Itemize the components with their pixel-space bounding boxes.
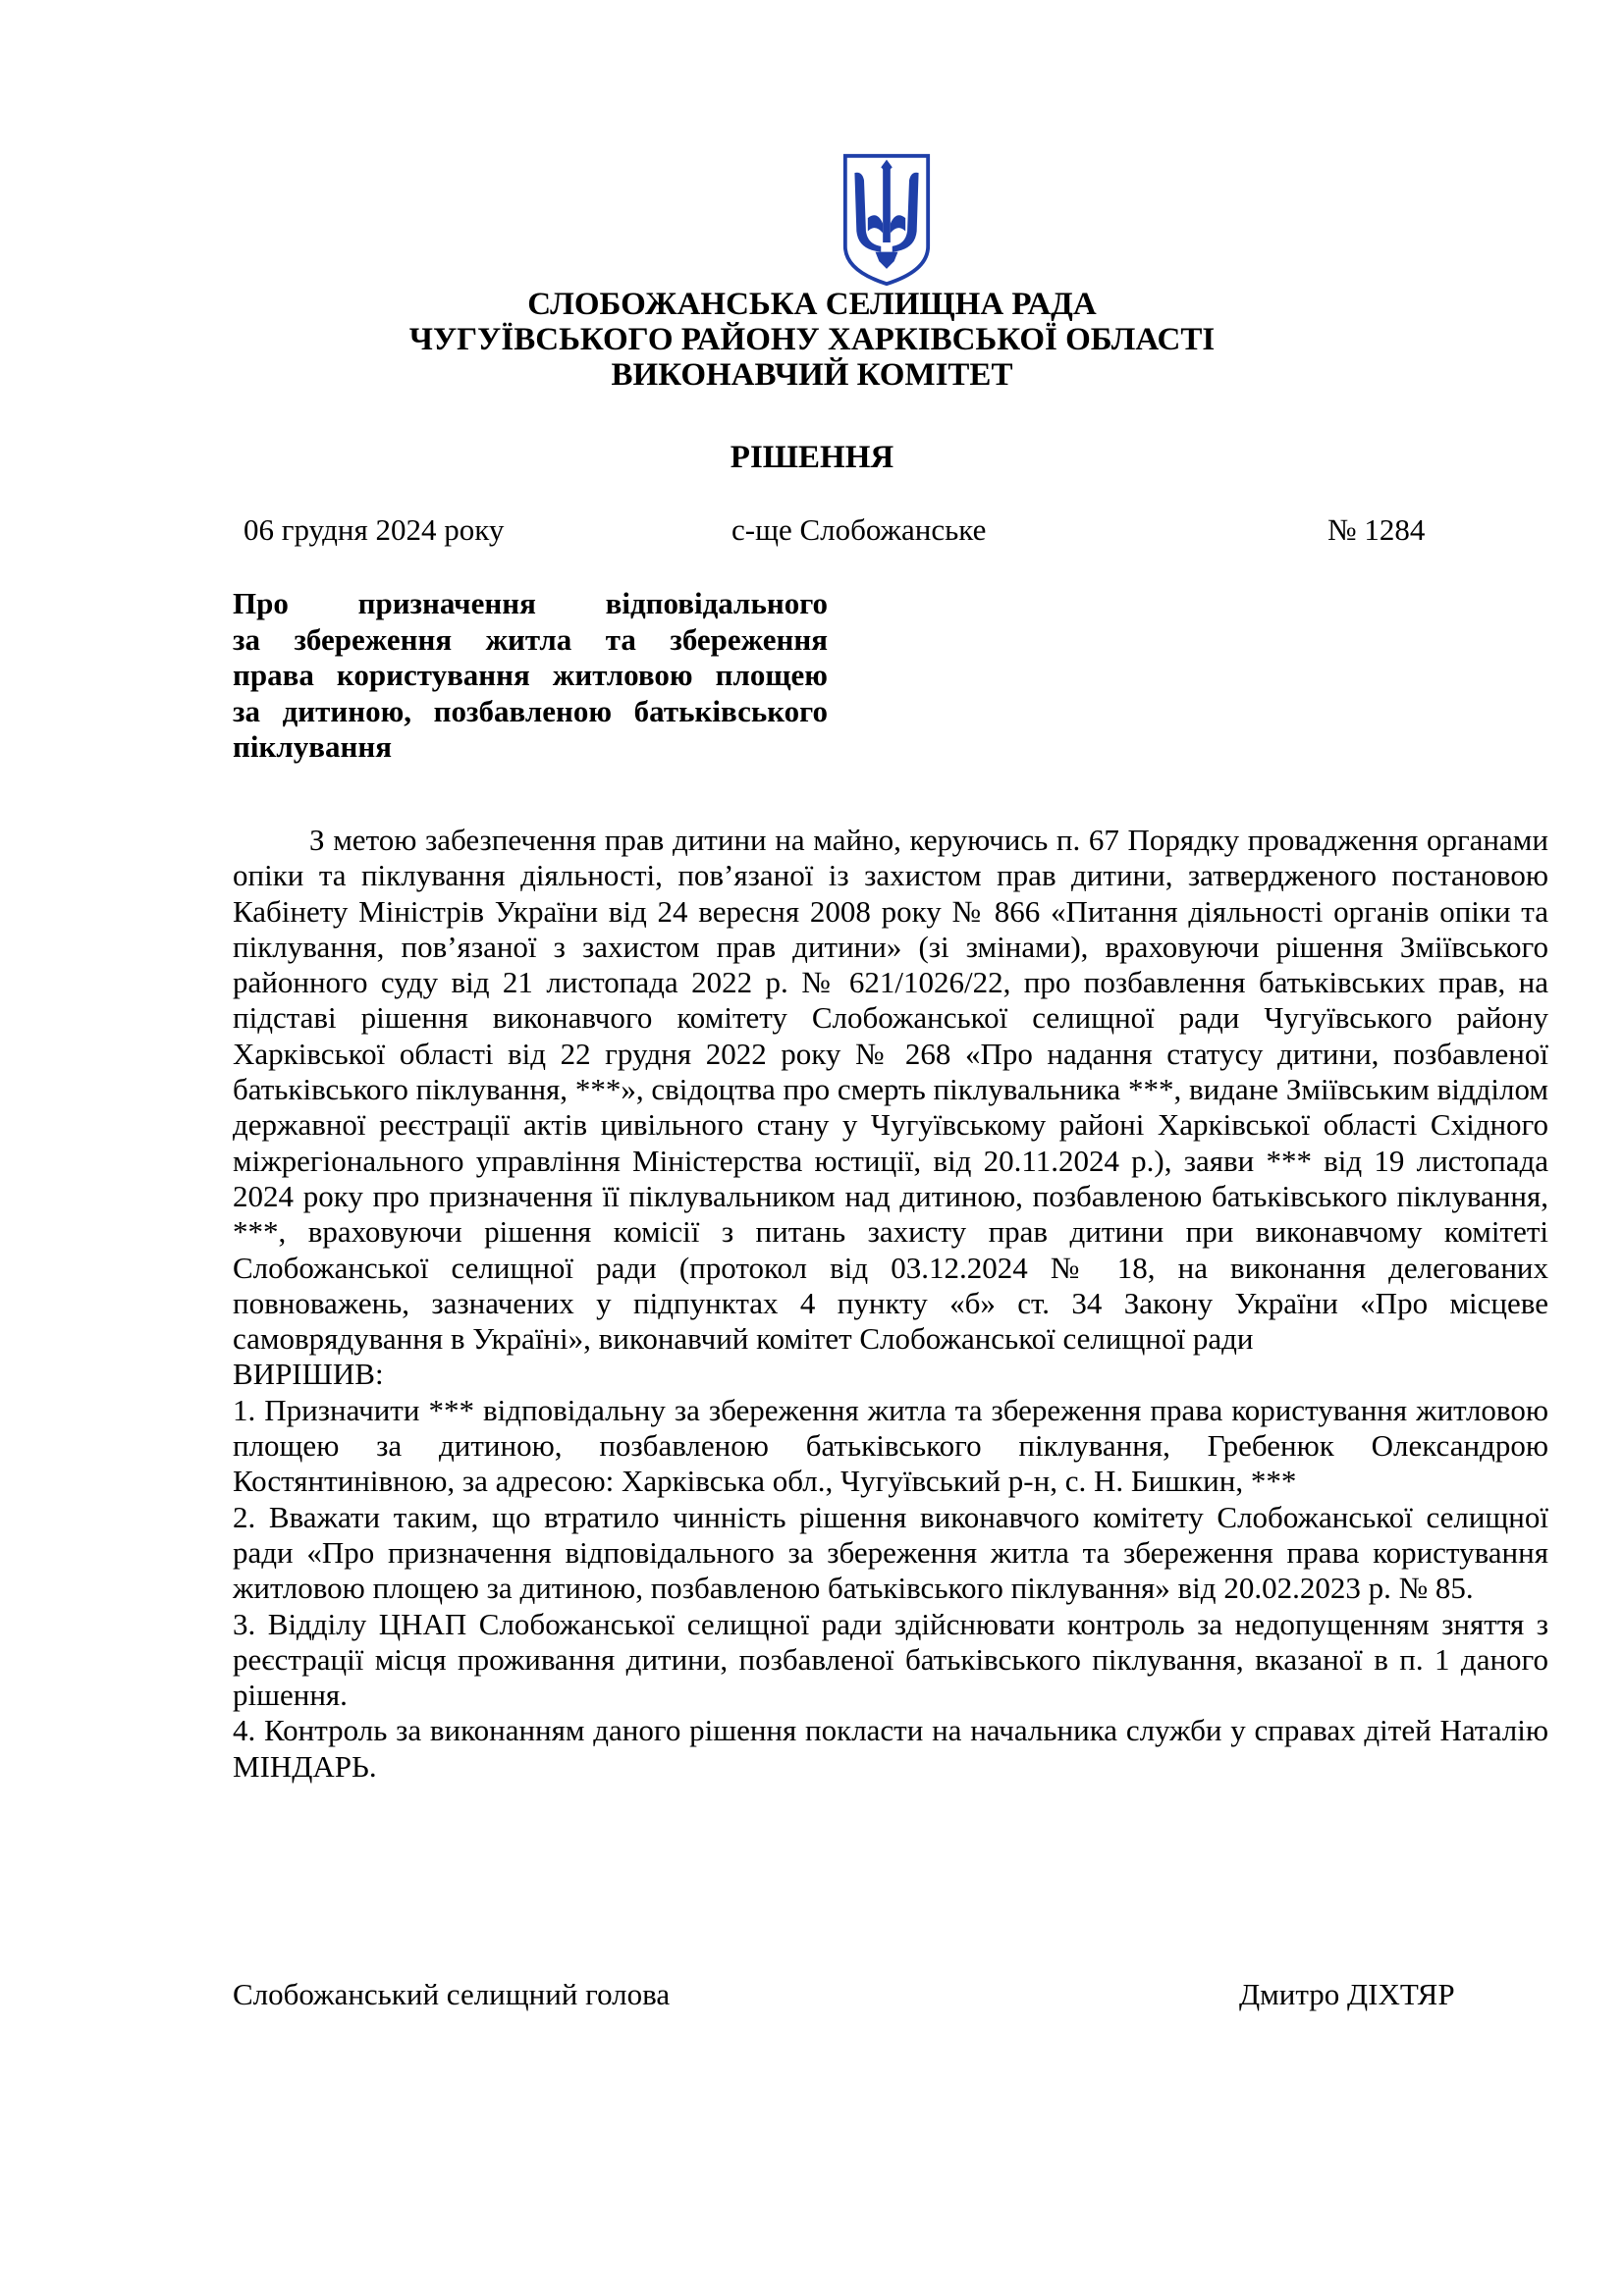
header-line-committee: ВИКОНАВЧИЙ КОМІТЕТ <box>611 357 1013 393</box>
subject-line: за збереження житла та збереження <box>233 621 828 657</box>
decision-subject <box>233 586 828 766</box>
preamble-paragraph: З метою забезпечення прав дитини на майно, керуючись п. 67 Порядку провадження органами опіки та піклування діяльності, пов’язаної із захистом прав дитини, затвердженого постановою Кабінету Міністрів України від 24 вересня 2008 року № 866 «Питання діяльності органів опіки та піклування, пов’язаної з захистом прав дитини» (зі змінами), враховуючи рішення Зміївського районного суду від 21 листопада 2022 р. № 621/1026/22, про позбавлення батьківських прав, на підставі рішення виконавчого комітету Слобожанської селищної ради Чугуївського району Харківської області від 22 грудня 2022 року № 268 «Про надання статусу дитини, позбавленої батьківського піклування, ***», свідоцтва про смерть піклувальника ***, видане Зміївським відділом державної реєстрації актів цивільного стану у Чугуївському районі Харківської області Східного міжрегіонального управління Міністерства юстиції, від 20.11.2024 р.), заяви *** від 19 листопада 2024 року про призначення її піклувальником над дитиною, позбавленою батьківського піклування, ***, враховуючи рішення комісії з питань захисту прав дитини при виконавчому комітеті Слобожанської селищної ради (протокол від 03.12.2024 № 18, на виконання делегованих повноважень, зазначених у підпунктах 4 пункту «б» ст. 34 Закону України «Про місцеве самоврядування в Україні», виконавчий комітет Слобожанської селищної ради <box>233 823 1548 1357</box>
subject-line: за дитиною, позбавленою батьківського <box>233 693 828 728</box>
decision-body <box>233 823 1548 1785</box>
subject-line: права користування житловою площею <box>233 658 828 692</box>
decision-item: 1. Призначити *** відповідальну за збереження житла та збереження права користування житловою площею за дитиною, позбавленою батьківського піклування, Гребенюк Олександрою Костянтинівною, за адресою: Харківська обл., Чугуївський р-н, с. Н. Бишкин, *** <box>233 1392 1548 1499</box>
document-type-title: РІШЕННЯ <box>730 440 894 475</box>
subject-line: Про призначення відповідального <box>233 586 828 620</box>
decision-place: с-ще Слобожанське <box>731 512 987 547</box>
signatory-position: Слобожанський селищний голова <box>233 1977 671 2011</box>
coat-of-arms-trident-icon <box>839 152 934 288</box>
decision-item: 3. Відділу ЦНАП Слобожанської селищної ради здійснювати контроль за недопущенням зняття з реєстрації місця проживання дитини, позбавленої батьківського піклування, вказаної в п. 1 даного рішення. <box>233 1606 1548 1713</box>
subject-line: піклування <box>233 729 392 764</box>
resolve-label: ВИРІШИВ: <box>233 1357 384 1392</box>
decision-item: 4. Контроль за виконанням даного рішення покласти на начальника служби у справах дітей Наталію МІНДАРЬ. <box>233 1713 1548 1784</box>
institution-header <box>0 287 1624 393</box>
decision-item: 2. Вважати таким, що втратило чинність рішення виконавчого комітету Слобожанської селищної ради «Про призначення відповідального за збереження житла та збереження права користування житловою площею за дитиною, позбавленою батьківського піклування» від 20.02.2023 р. № 85. <box>233 1499 1548 1606</box>
decision-number: № 1284 <box>1327 512 1426 547</box>
header-line-council: СЛОБОЖАНСЬКА СЕЛИЩНА РАДА <box>527 287 1097 322</box>
signatory-name: Дмитро ДІХТЯР <box>1239 1977 1455 2011</box>
decision-date: 06 грудня 2024 року <box>244 512 505 547</box>
header-line-district: ЧУГУЇВСЬКОГО РАЙОНУ ХАРКІВСЬКОЇ ОБЛАСТІ <box>408 322 1216 357</box>
